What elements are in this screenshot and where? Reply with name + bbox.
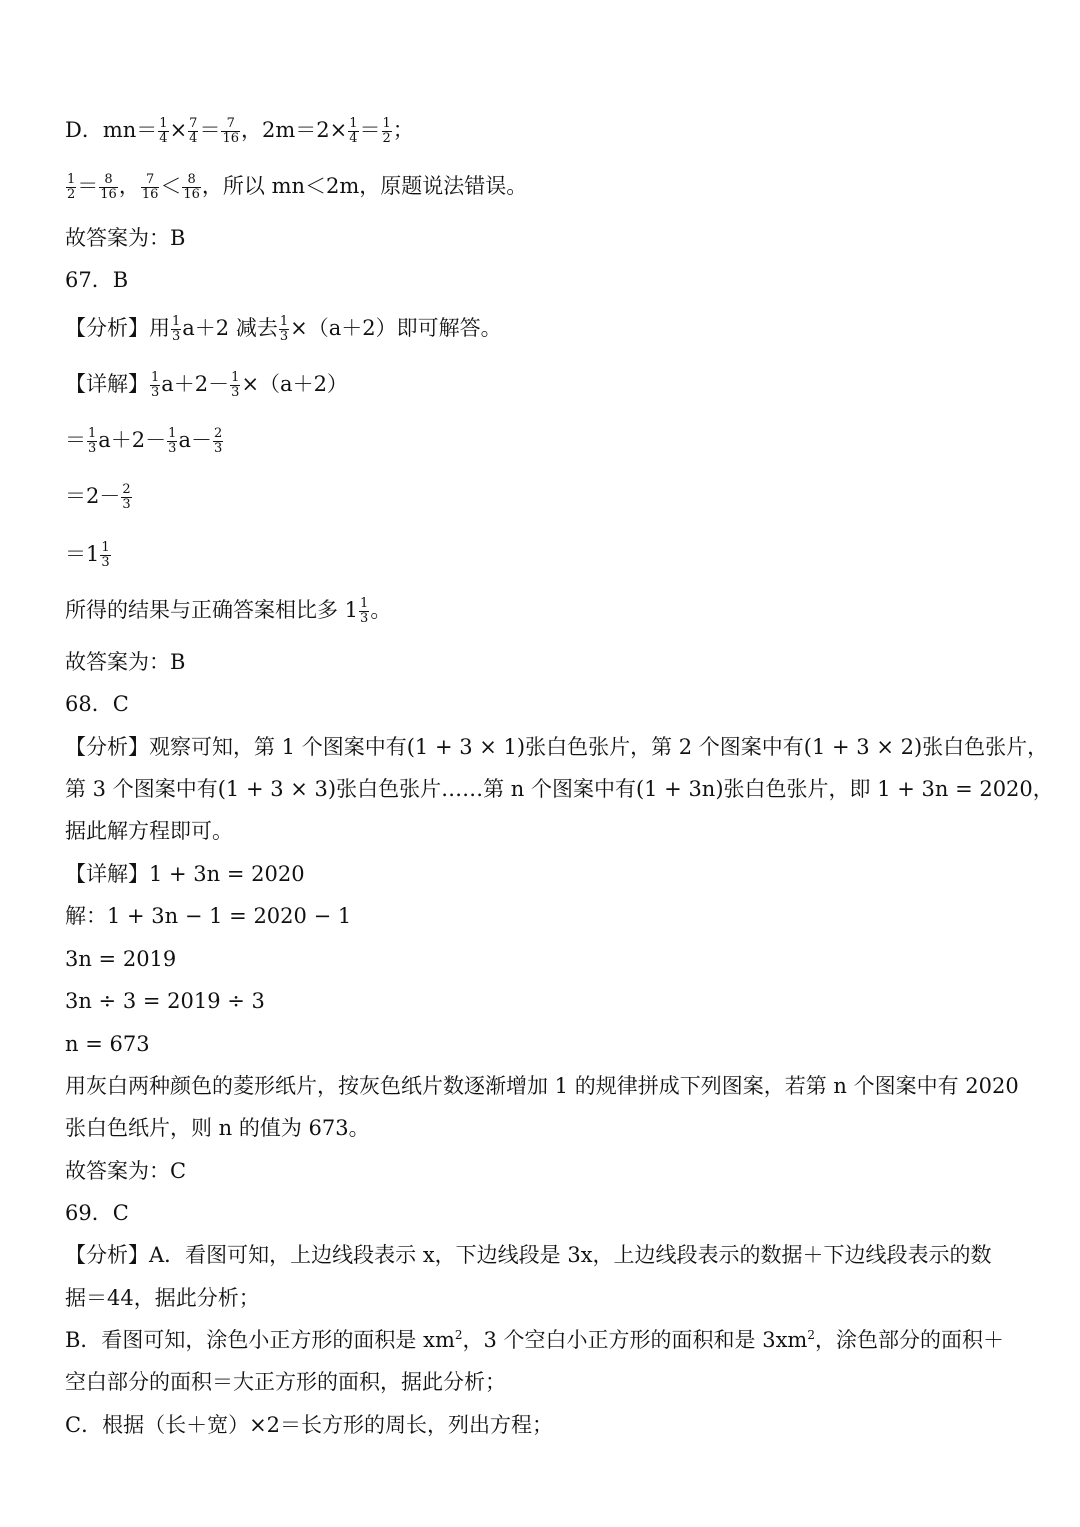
step-line: ＝1 $\frac{1}{3}$: [65, 540, 110, 570]
analysis-line: 第 3 个图案中有(1 + 3 × 3)张白色张片……第 n 个图案中有(1 + 3n)张白色张片，即 1 + 3n = 2020，: [65, 777, 1054, 801]
fraction: $\frac{1}{4}$: [349, 116, 358, 146]
fraction: $\frac{7}{16}$: [141, 172, 159, 202]
step-line: ＝2－ $\frac{2}{3}$: [65, 482, 131, 512]
fraction: $\frac{1}{3}$: [172, 314, 181, 344]
analysis-line: 【分析】用 $\frac{1}{3}$ a＋2 减去 $\frac{1}{3}$ ×（a＋2）即可解答。: [65, 314, 502, 344]
fraction: $\frac{1}{3}$: [231, 370, 240, 400]
fraction: $\frac{7}{16}$: [222, 116, 239, 146]
fraction: $\frac{1}{2}$: [67, 172, 76, 202]
fraction: $\frac{1}{3}$: [360, 596, 369, 626]
fraction: $\frac{1}{3}$: [279, 314, 289, 344]
detail-line: 【详解】 $\frac{1}{3}$ a＋2－ $\frac{1}{3}$ ×（a＋2）: [65, 370, 348, 400]
fraction: $\frac{1}{3}$: [151, 370, 160, 400]
question-number: 68．C: [65, 692, 129, 716]
answer-line: 故答案为：B: [65, 650, 186, 674]
conclusion-line: 张白色纸片，则 n 的值为 673。: [65, 1116, 370, 1140]
fraction: $\frac{1}{3}$: [168, 426, 177, 456]
analysis-line: 【分析】A．看图可知，上边线段表示 x，下边线段是 3x，上边线段表示的数据＋下边线段表示的数: [65, 1243, 992, 1267]
step-line: n = 673: [65, 1032, 150, 1056]
step-line: ＝ $\frac{1}{3}$ a＋2－ $\frac{1}{3}$ a－ $\frac{2}{3}$: [65, 426, 223, 456]
line-compare: $\frac{1}{2}$ ＝ $\frac{8}{16}$ ， $\frac{7}{16}$ ＜ $\frac{8}{16}$ ，所以 mn＜2m，原题说法错误。: [67, 172, 528, 202]
answer-line: 故答案为：B: [65, 226, 186, 250]
fraction: $\frac{1}{3}$: [101, 540, 110, 570]
analysis-line: 据＝44，据此分析；: [65, 1286, 260, 1310]
analysis-line: C．根据（长＋宽）×2＝长方形的周长，列出方程；: [65, 1413, 554, 1437]
question-number: 67．B: [65, 268, 129, 292]
fraction: $\frac{8}{16}$: [183, 172, 200, 202]
analysis-line: 空白部分的面积＝大正方形的面积，据此分析；: [65, 1370, 506, 1394]
analysis-line: B．看图可知，涂色小正方形的面积是 $xm^2$，3 个空白小正方形的面积和是 $3xm^2$，涂色部分的面积＋: [65, 1328, 1004, 1352]
analysis-line: 据此解方程即可。: [65, 819, 233, 843]
fraction: $\frac{1}{4}$: [159, 116, 168, 146]
fraction: $\frac{7}{4}$: [189, 116, 198, 146]
fraction: $\frac{1}{3}$: [88, 426, 97, 456]
step-line: 解：1 + 3n − 1 = 2020 − 1: [65, 904, 352, 928]
fraction: $\frac{8}{16}$: [100, 172, 117, 202]
fraction: $\frac{2}{3}$: [122, 482, 131, 512]
question-number: 69．C: [65, 1201, 129, 1225]
detail-line: 【详解】1 + 3n = 2020: [65, 862, 305, 886]
analysis-line: 【分析】观察可知，第 1 个图案中有(1 + 3 × 1)张白色张片，第 2 个图案中有(1 + 3 × 2)张白色张片，: [65, 735, 1049, 759]
result-line: 所得的结果与正确答案相比多 1 $\frac{1}{3}$ 。: [65, 596, 392, 626]
fraction: $\frac{2}{3}$: [213, 426, 223, 456]
answer-line: 故答案为：C: [65, 1159, 187, 1183]
step-line: 3n ÷ 3 = 2019 ÷ 3: [65, 989, 265, 1013]
step-line: 3n = 2019: [65, 947, 177, 971]
conclusion-line: 用灰白两种颜色的菱形纸片，按灰色纸片数逐渐增加 1 的规律拼成下列图案，若第 n 个图案中有 2020: [65, 1074, 1019, 1098]
line-d-option: D．mn＝ $\frac{1}{4}$ × $\frac{7}{4}$ ＝ $\frac{7}{16}$ ，2m＝2× $\frac{1}{4}$ ＝ $\frac{1}{2}$ ；: [65, 116, 414, 146]
fraction: $\frac{1}{2}$: [382, 116, 391, 146]
